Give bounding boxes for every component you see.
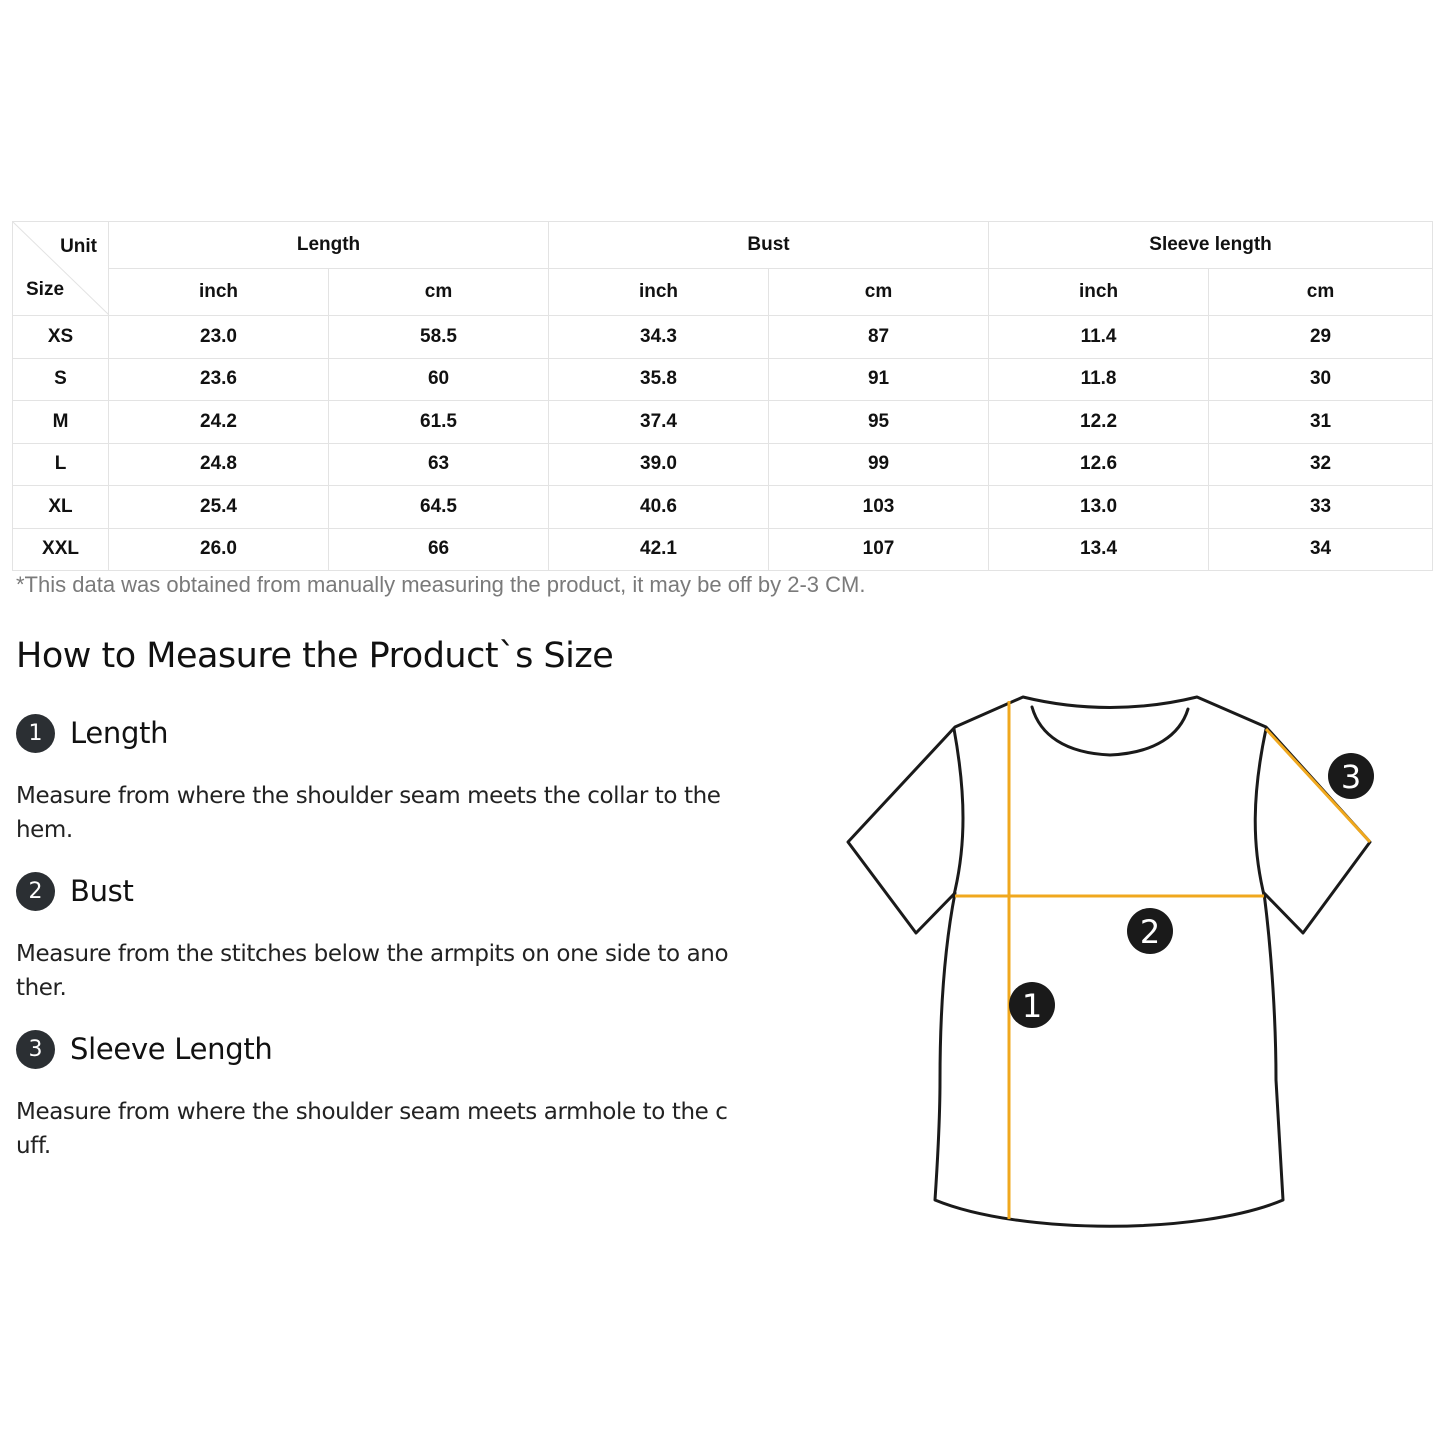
table-cell: 87 <box>769 316 989 359</box>
table-cell: 39.0 <box>549 443 769 486</box>
table-cell: 40.6 <box>549 486 769 529</box>
table-cell: 24.8 <box>109 443 329 486</box>
step-name: Sleeve Length <box>70 1032 273 1066</box>
header-bust: Bust <box>549 222 989 269</box>
table-cell: 42.1 <box>549 528 769 571</box>
table-cell: 25.4 <box>109 486 329 529</box>
size-label: XS <box>13 316 109 359</box>
step-number-badge: 2 <box>16 872 55 911</box>
step-description: Measure from where the shoulder seam meets armhole to the cuff. <box>16 1099 728 1159</box>
table-cell: 12.6 <box>989 443 1209 486</box>
table-cell: 11.8 <box>989 358 1209 401</box>
unit-header: inch <box>989 269 1209 316</box>
header-sleeve-length: Sleeve length <box>989 222 1433 269</box>
table-cell: 12.2 <box>989 401 1209 444</box>
table-cell: 66 <box>329 528 549 571</box>
step-bust <box>16 869 736 1005</box>
size-label: XXL <box>13 528 109 571</box>
left-armhole-seam <box>954 729 963 895</box>
table-cell: 64.5 <box>329 486 549 529</box>
table-cell: 99 <box>769 443 989 486</box>
svg-text:3: 3 <box>1340 758 1362 796</box>
table-cell: 13.4 <box>989 528 1209 571</box>
measure-lines <box>955 701 1370 1219</box>
table-cell: 32 <box>1209 443 1433 486</box>
table-cell: 61.5 <box>329 401 549 444</box>
guide-title: How to Measure the Product`s Size <box>16 636 614 676</box>
size-label: L <box>13 443 109 486</box>
unit-header: cm <box>769 269 989 316</box>
step-description: Measure from where the shoulder seam meets the collar to the hem. <box>16 783 721 843</box>
table-cell: 107 <box>769 528 989 571</box>
size-label: S <box>13 358 109 401</box>
table-cell: 26.0 <box>109 528 329 571</box>
size-chart-table <box>12 221 1433 571</box>
table-cell: 23.6 <box>109 358 329 401</box>
marker-2 <box>1127 908 1173 954</box>
table-cell: 34 <box>1209 528 1433 571</box>
collar-icon <box>1032 707 1188 755</box>
table-cell: 34.3 <box>549 316 769 359</box>
table-row <box>13 486 1433 529</box>
step-name: Bust <box>70 874 134 908</box>
size-label: XL <box>13 486 109 529</box>
table-cell: 29 <box>1209 316 1433 359</box>
table-row <box>13 358 1433 401</box>
step-sleeve-length <box>16 1027 736 1163</box>
table-cell: 23.0 <box>109 316 329 359</box>
table-cell: 37.4 <box>549 401 769 444</box>
table-cell: 24.2 <box>109 401 329 444</box>
table-row <box>13 528 1433 571</box>
table-cell: 91 <box>769 358 989 401</box>
svg-text:2: 2 <box>1139 913 1161 951</box>
table-cell: 63 <box>329 443 549 486</box>
marker-1 <box>1009 982 1055 1028</box>
table-row <box>13 401 1433 444</box>
corner-unit-label: Unit <box>60 236 97 257</box>
table-cell: 58.5 <box>329 316 549 359</box>
table-row <box>13 443 1433 486</box>
table-cell: 31 <box>1209 401 1433 444</box>
table-cell: 11.4 <box>989 316 1209 359</box>
svg-text:1: 1 <box>1021 987 1043 1025</box>
unit-header: inch <box>549 269 769 316</box>
table-cell: 103 <box>769 486 989 529</box>
table-cell: 33 <box>1209 486 1433 529</box>
step-length <box>16 711 736 847</box>
table-cell: 30 <box>1209 358 1433 401</box>
marker-3 <box>1328 753 1374 799</box>
size-label: M <box>13 401 109 444</box>
right-armhole-seam <box>1255 729 1266 895</box>
step-number-badge: 3 <box>16 1030 55 1069</box>
step-name: Length <box>70 716 169 750</box>
tshirt-measurement-diagram <box>840 685 1385 1245</box>
table-cell: 13.0 <box>989 486 1209 529</box>
step-description: Measure from the stitches below the armpits on one side to another. <box>16 941 729 1001</box>
unit-header: inch <box>109 269 329 316</box>
table-cell: 95 <box>769 401 989 444</box>
step-number-badge: 1 <box>16 714 55 753</box>
measurement-disclaimer: *This data was obtained from manually measuring the product, it may be off by 2-3 CM. <box>16 572 866 597</box>
table-cell: 35.8 <box>549 358 769 401</box>
table-cell: 60 <box>329 358 549 401</box>
corner-size-label: Size <box>26 279 65 300</box>
tshirt-outline-icon <box>848 697 1370 1226</box>
unit-size-corner-cell <box>13 222 109 316</box>
table-row <box>13 316 1433 359</box>
unit-header: cm <box>1209 269 1433 316</box>
header-length: Length <box>109 222 549 269</box>
unit-header: cm <box>329 269 549 316</box>
